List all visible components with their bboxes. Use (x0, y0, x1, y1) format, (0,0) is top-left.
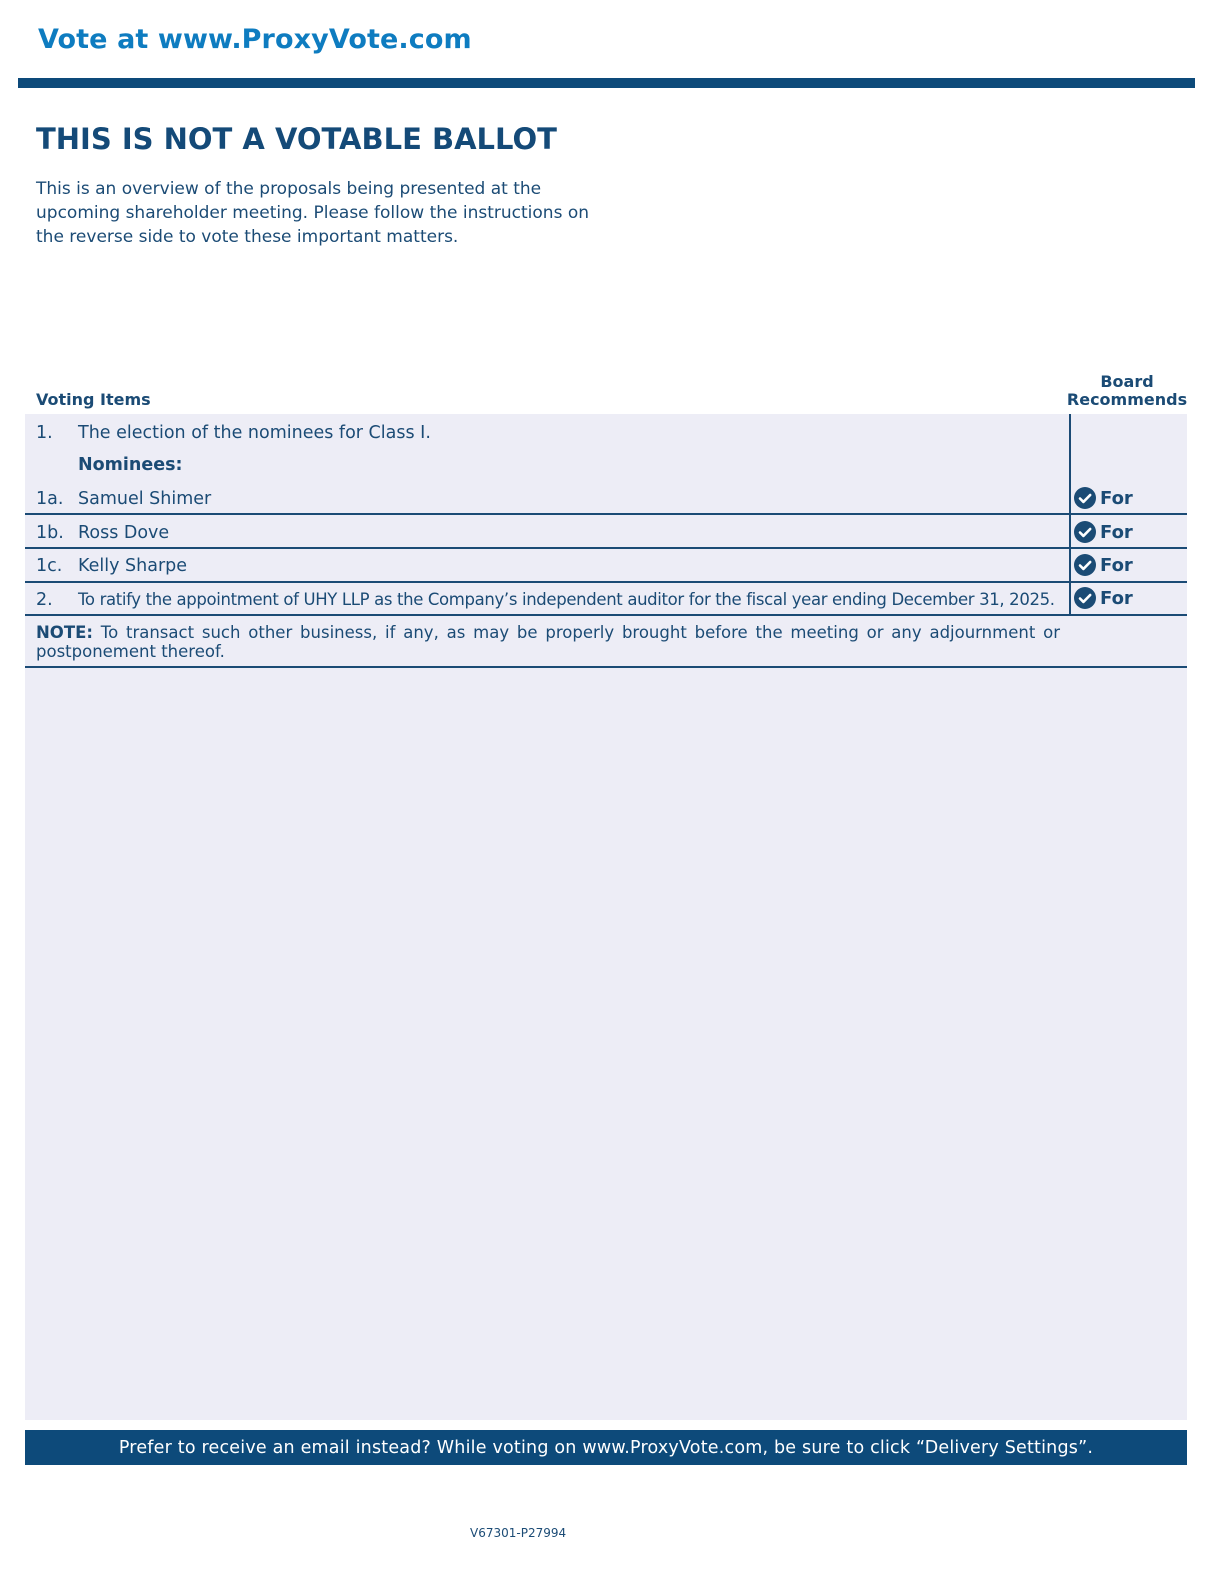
row-divider (25, 614, 1187, 616)
page-title: THIS IS NOT A VOTABLE BALLOT (36, 122, 557, 156)
note-label: NOTE: (36, 623, 93, 642)
banner-text: Prefer to receive an email instead? While voting on www.ProxyVote.com, be sure to click “Delivery Settings”. (118, 1437, 1094, 1458)
board-recommends-header (1062, 373, 1192, 409)
voting-panel (25, 414, 1187, 1420)
recommendation (1074, 587, 1133, 609)
document-code: V67301-P27994 (470, 1526, 567, 1540)
recommendation-label: For (1100, 554, 1133, 576)
item-text: Kelly Sharpe (78, 556, 188, 576)
recommendation (1074, 487, 1133, 509)
vote-link[interactable]: Vote at www.ProxyVote.com (38, 24, 472, 55)
recommendation (1074, 554, 1133, 576)
recommendation-label: For (1100, 587, 1133, 609)
item-number: 2. (36, 590, 53, 610)
row-divider (25, 513, 1187, 515)
board-header-line2: Recommends (1066, 390, 1188, 409)
check-circle-icon (1074, 587, 1096, 609)
intro-text: This is an overview of the proposals being presented at the upcoming shareholder meeting. Please follow the instructions on the reverse side to vote these important matters. (36, 179, 590, 247)
item-text: Ross Dove (78, 523, 170, 543)
check-circle-icon (1074, 554, 1096, 576)
note-body: To transact such other business, if any, as may be properly brought before the meeting or any adjournment or postponement thereof. (36, 623, 1060, 661)
voting-items-header: Voting Items (36, 390, 151, 409)
recommendation (1074, 521, 1133, 543)
check-circle-icon (1074, 487, 1096, 509)
check-circle-icon (1074, 521, 1096, 543)
board-header-line1: Board (1100, 372, 1154, 391)
item-text: The election of the nominees for Class I. (78, 423, 431, 443)
item-number: 1b. (36, 523, 64, 543)
header-rule (18, 78, 1195, 88)
row-divider (25, 581, 1187, 583)
item-number: 1. (36, 423, 53, 443)
item-number: 1c. (36, 556, 63, 576)
nominees-label: Nominees: (78, 455, 183, 475)
recommendation-label: For (1100, 521, 1133, 543)
note-text (36, 623, 1060, 661)
row-divider (25, 547, 1187, 549)
row-divider (25, 666, 1187, 668)
recommendation-label: For (1100, 487, 1133, 509)
email-delivery-banner (25, 1430, 1187, 1465)
item-number: 1a. (36, 489, 64, 509)
item-text: To ratify the appointment of UHY LLP as the Company’s independent auditor for the fiscal year ending December 31, 2025. (78, 590, 1055, 609)
item-text: Samuel Shimer (78, 489, 212, 509)
